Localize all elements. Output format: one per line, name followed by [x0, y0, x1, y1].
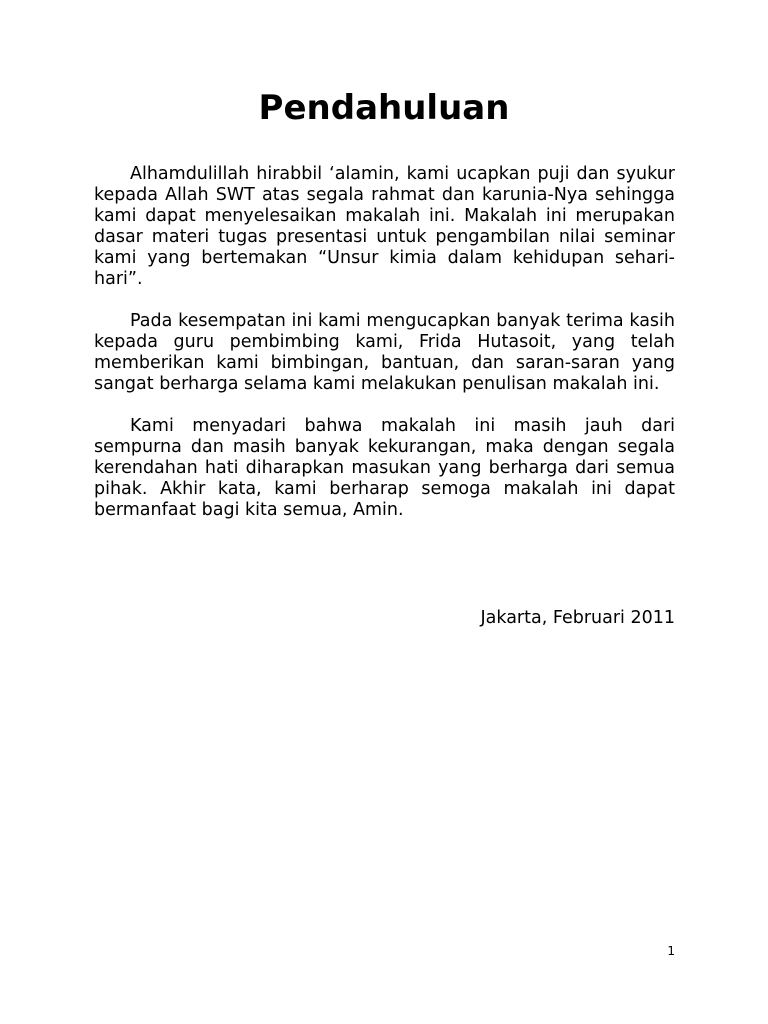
place-date: Jakarta, Februari 2011	[480, 608, 675, 628]
paragraph-opening: Alhamdulillah hirabbil ‘alamin, kami ucapkan puji dan syukur kepada Allah SWT atas segala rahmat dan karunia-Nya sehingga kami dapat menyelesaikan makalah ini. Makalah ini merupakan dasar materi tugas presentasi untuk pengambilan nilai seminar kami yang bertemakan “Unsur kimia dalam kehidupan sehari-hari”.	[94, 164, 675, 289]
paragraph-closing-remarks: Kami menyadari bahwa makalah ini masih jauh dari sempurna dan masih banyak kekurangan, maka dengan segala kerendahan hati diharapkan masukan yang berharga dari semua pihak. Akhir kata, kami berharap semoga makalah ini dapat bermanfaat bagi kita semua, Amin.	[94, 416, 675, 520]
document-body	[94, 164, 675, 542]
page-title: Pendahuluan	[258, 88, 510, 128]
page-number: 1	[667, 944, 675, 958]
paragraph-thanks: Pada kesempatan ini kami mengucapkan banyak terima kasih kepada guru pembimbing kami, Frida Hutasoit, yang telah memberikan kami bimbingan, bantuan, dan saran-saran yang sangat berharga selama kami melakukan penulisan makalah ini.	[94, 311, 675, 394]
